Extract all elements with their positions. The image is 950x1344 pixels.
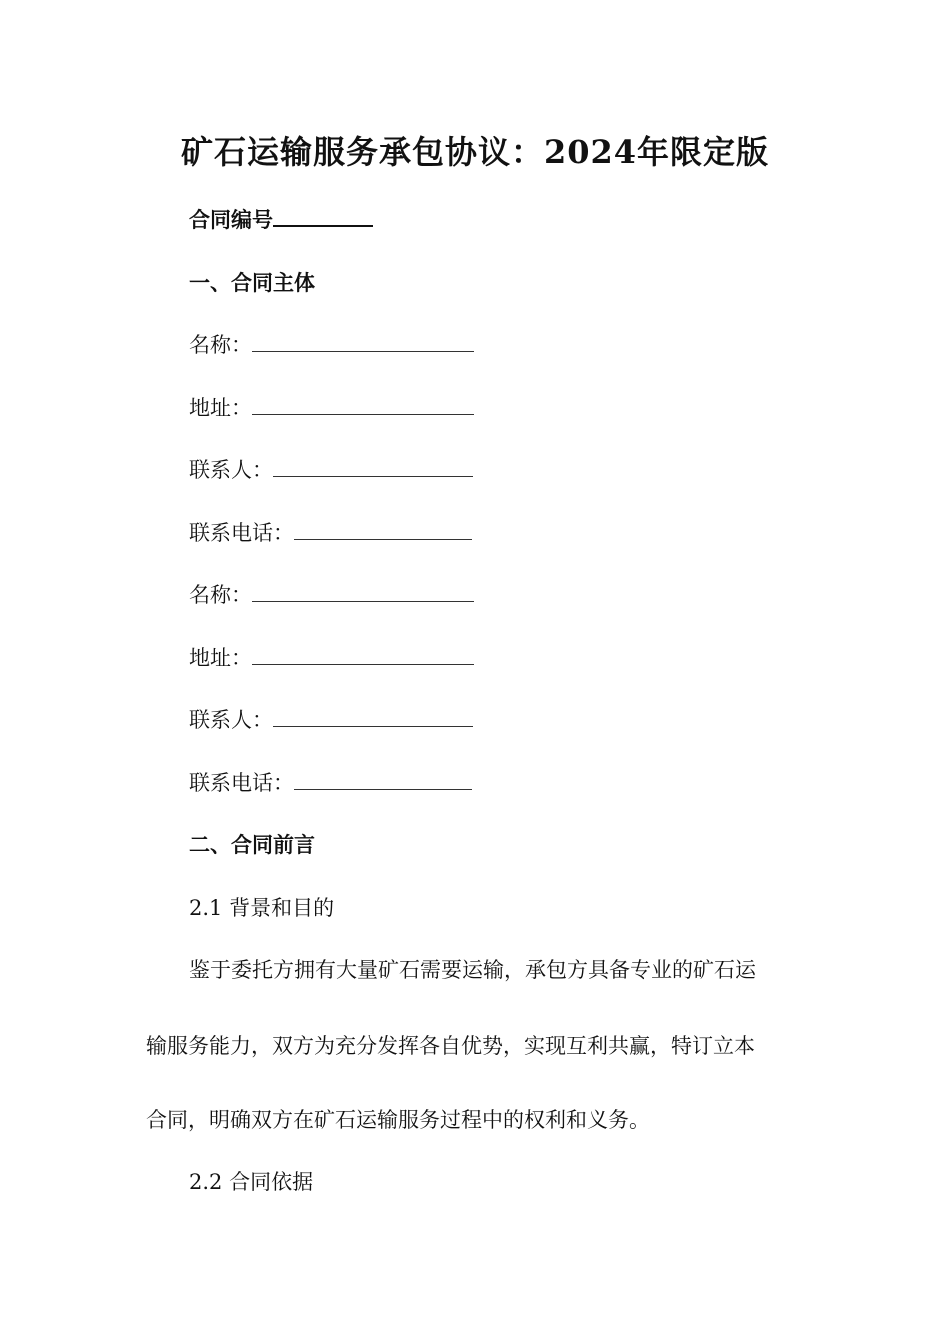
party-a-phone-line — [189, 518, 472, 548]
party-a-address-line — [189, 393, 474, 423]
subsection-2-1-heading: 2.1 背景和目的 — [189, 896, 335, 920]
party-b-address-blank[interactable] — [252, 644, 474, 665]
party-b-contact-label: 联系人： — [189, 708, 273, 732]
party-b-address-line — [189, 643, 474, 673]
party-a-phone-blank[interactable] — [294, 519, 472, 540]
section1-heading: 一、合同主体 — [189, 270, 315, 295]
party-b-contact-line — [189, 705, 473, 735]
paragraph-line-3: 合同，明确双方在矿石运输服务过程中的权利和义务。 — [146, 1108, 650, 1132]
document-title: 矿石运输服务承包协议：2024年限定版 — [180, 133, 770, 171]
subsection-2-2-heading: 2.2 合同依据 — [189, 1170, 314, 1194]
contract-number-line — [189, 205, 373, 235]
party-b-address-label: 地址： — [189, 646, 252, 670]
party-b-phone-line — [189, 768, 472, 798]
party-a-address-blank[interactable] — [252, 394, 474, 415]
party-a-contact-label: 联系人： — [189, 458, 273, 482]
party-a-contact-line — [189, 455, 473, 485]
party-a-contact-blank[interactable] — [273, 456, 473, 477]
party-b-contact-blank[interactable] — [273, 706, 473, 727]
party-a-address-label: 地址： — [189, 396, 252, 420]
paragraph-line-1: 鉴于委托方拥有大量矿石需要运输，承包方具备专业的矿石运 — [189, 958, 756, 982]
party-a-phone-label: 联系电话： — [189, 521, 294, 545]
party-b-phone-label: 联系电话： — [189, 771, 294, 795]
party-a-name-blank[interactable] — [252, 331, 474, 352]
contract-number-blank[interactable] — [273, 205, 373, 227]
party-b-name-blank[interactable] — [252, 581, 474, 602]
party-b-name-label: 名称： — [189, 583, 252, 607]
paragraph-line-2: 输服务能力，双方为充分发挥各自优势，实现互利共赢，特订立本 — [146, 1034, 755, 1058]
party-a-name-line — [189, 330, 474, 360]
party-a-name-label: 名称： — [189, 333, 252, 357]
contract-number-label: 合同编号 — [189, 207, 273, 232]
section2-heading: 二、合同前言 — [189, 832, 315, 857]
party-b-name-line — [189, 580, 474, 610]
party-b-phone-blank[interactable] — [294, 769, 472, 790]
